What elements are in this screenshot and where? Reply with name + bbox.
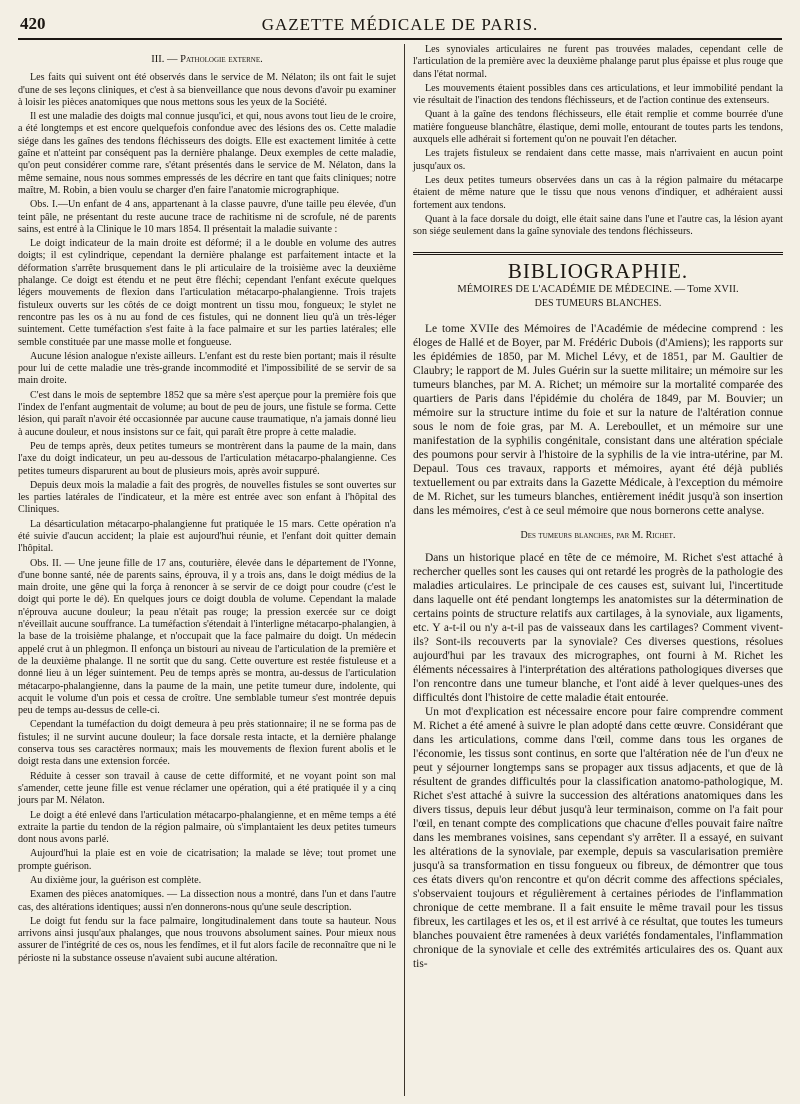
- left-column: [18, 44, 396, 967]
- left-paragraphs: [18, 72, 396, 965]
- paragraph: La désarticulation métacarpo-phalangienne fut pratiquée le 15 mars. Cette opération n'a été suivie d'aucun accident; la plaie est aujourd'hui réunie, et l'enfant doit quitter demain l'hôpital.: [18, 518, 396, 555]
- paragraph: Aujourd'hui la plaie est en voie de cicatrisation; la malade se lève; tout promet une prompte guérison.: [18, 848, 396, 872]
- paragraph: Peu de temps après, deux petites tumeurs se montrèrent dans la paume de la main, dans l'axe du doigt indicateur, un peu au-dessous de l'articulation métacarpo-phalangienne. Ces petites tumeurs disparurent au bout de plusieurs mois, après avoir suppuré.: [18, 440, 396, 477]
- paragraph: Le tome XVIIe des Mémoires de l'Académie de médecine comprend : les éloges de Hallé et de Boyer, par M. Frédéric Dubois (d'Amiens); les rapports sur les épidémies de 1850, par M. Michel Lévy, et de 1851, par M. Gaultier de Claubry; le rapport de M. Jules Guérin sur la suette militaire; un mémoire sur les tumeurs blanches, par M. A. Richet; un mémoire sur la mortalité comparée des quartiers de Paris dans l'épidémie du choléra de 1849, par M. Bouvier; un mémoire sur la structure intime du foie et sur la nature de l'altération connue sous le nom de foie gras, par M. A. Lereboullet, et un mémoire sur une manifestation de la syphilis congénitale, consistant dans une altération spéciale des poumons pour servir à l'histoire de la syphilis de la vie intra-utérine, par M. Depaul. Tous ces travaux, rapports et mémoires, ayant été déjà publiés textuellement ou par extraits dans la Gazette Médicale, à l'exception du mémoire de M. Richet, sur les tumeurs blanches, entièrement inédit jusqu'à son insertion dans les mémoires, c'est à ce seul mémoire que nous bornerons cette analyse.: [413, 323, 783, 518]
- paragraph: Il est une maladie des doigts mal connue jusqu'ici, et qui, nous avons tout lieu de le croire, a été longtemps et est encore quelquefois confondue avec des lésions des os. Cette maladie siége dans les gaînes des tendons fléchisseurs des doigts. Elle est exactement limitée à cette gaîne et n'atteint par conséquent pas la dernière phalange. Deux exemples de cette maladie, qu'on peut considérer comme rare, s'étant présentés dans le service de M. Nélaton, dans la même semaine, nous nous sommes empressés de les décrire en tant que faits cliniques; notre maître, M. Robin, a bien voulu se charger d'en faire l'anatomie micrographique.: [18, 111, 396, 196]
- column-divider: [404, 44, 405, 1096]
- article-paragraphs: [413, 551, 783, 971]
- right-column: [413, 44, 783, 971]
- paragraph: Les trajets fistuleux se rendaient dans cette masse, mais n'arrivaient en aucun point jusqu'aux os.: [413, 148, 783, 172]
- page-header: [18, 14, 782, 40]
- bibliography-subtitle: MÉMOIRES DE L'ACADÉMIE DE MÉDECINE. — Tome XVII.: [457, 283, 739, 295]
- bibliography-title: BIBLIOGRAPHIE.: [507, 259, 689, 284]
- paragraph: Les faits qui suivent ont été observés dans le service de M. Nélaton; ils ont fait le sujet d'une de ses leçons cliniques, et c'est à sa bienveillance que nous devons d'avoir pu examiner à loisir les pièces anatomiques que nous mettons sous les yeux de la Société.: [18, 72, 396, 108]
- paragraph: Les deux petites tumeurs observées dans un cas à la région palmaire du métacarpe étaient de même nature que le tissu que nous venons d'indiquer, et adhéraient aussi fortement aux tendons.: [413, 174, 783, 211]
- paragraph: Aucune lésion analogue n'existe ailleurs. L'enfant est du reste bien portant; mais il résulte pour lui de cette maladie une très-grande incommodité et l'impossibilité de se servir de sa main droite.: [18, 350, 396, 387]
- paragraph: Dans un historique placé en tête de ce mémoire, M. Richet s'est attaché à rechercher quelles sont les causes qui ont retardé les progrès de la pathologie des maladies articulaires. Le principale de ces causes est, suivant lui, l'incertitude dans laquelle ont été pendant longtemps les anatomistes sur la détermination de certains points de structure relatifs aux cartilages, à la synoviale, aux ligaments, etc. Y a-t-il ou n'y a-t-il pas de vaisseaux dans les cartilages? Comment vivent-ils? Sont-ils recouverts par la synoviale? Ces diverses questions, résolues aujourd'hui par les travaux des micrographes, ont fourni à M. Richet les éléments nécessaires à l'interprétation des altérations pathologiques diverses que l'on rencontre dans une tumeur blanche, et l'ont aidé à lever quelques-unes des difficultés dont l'histoire de cette maladie était entourée.: [413, 551, 783, 704]
- paragraph: Un mot d'explication est nécessaire encore pour faire comprendre comment M. Richet a été amené à suivre le plan adopté dans cette œuvre. Considérant que dans les articulations, comme dans l'œil, comme dans tous les organes de l'économie, les tissus sont continus, en sorte que l'altération née de l'un d'eux ne peut y séjourner longtemps sans se propager aux tissus adjacents, et que de là résultent de grandes difficultés pour la classification anatomo-pathologique, M. Richet s'est attaché à suivre la succession des altérations anatomiques dans les divers tissus, depuis leur début jusqu'à leur terminaison, comme on l'a fait pour l'œil, en tenant compte des complications que chacune d'elles pouvait faire naître dans les membranes voisines, sans cependant s'y arrêter. Il a essayé, en suivant les altérations de la synoviale, par exemple, depuis sa vascularisation première jusqu'à sa transformation en tissu fongueux ou fibreux, de démontrer que tous ces états divers qu'on rencontre et qu'on décrit comme des affections spéciales, s'observaient toujours et régulièrement à certaines périodes de l'inflammation chronique de cette membrane. Il a fait ensuite le même travail pour les tissus fibreux, les cartilages et les os, et il est arrivé à ce résultat, que toutes les tumeurs blanches pouvaient être ramenées à deux variétés fondamentales, l'inflammation chronique de la synoviale et celle des extrémités articulaires des os. Quant aux tis-: [413, 705, 783, 970]
- paragraph: Quant à la face dorsale du doigt, elle était saine dans l'une et l'autre cas, la lésion ayant son siége seulement dans la gaîne synoviale des tendons fléchisseurs.: [413, 213, 783, 238]
- paragraph: Depuis deux mois la maladie a fait des progrès, de nouvelles fistules se sont ouvertes sur les parties latérales de l'indicateur, et la mère est entrée avec son enfant à l'hôpital des Cliniques.: [18, 479, 396, 516]
- bibliography-subtitle-2: DES TUMEURS BLANCHES.: [534, 298, 662, 310]
- section-title: III. — Pathologie externe.: [151, 54, 263, 65]
- paragraph: Examen des pièces anatomiques. — La dissection nous a montré, dans l'un et dans l'autre cas, des altérations identiques; aussi n'en donnerons-nous qu'une seule description.: [18, 889, 396, 913]
- page-number: 420: [20, 14, 46, 33]
- bibliography-paragraphs: [413, 322, 783, 518]
- paragraph: C'est dans le mois de septembre 1852 que sa mère s'est aperçue pour la première fois que l'index de l'enfant augmentait de volume; au bout de peu de jours, une fistule se forma. Cette lésion, qui paraît n'avoir été occasionnée par aucune cause traumatique, n'a jamais donné lieu à aucune douleur, et nous insistons sur ce fait, qui paraît être propre à cette maladie.: [18, 389, 396, 438]
- paragraph: Les mouvements étaient possibles dans ces articulations, et leur immobilité pendant la vie résultait de l'inaction des tendons fléchisseurs, et de l'action continue des extenseurs.: [413, 82, 783, 107]
- right-top-paragraphs: [413, 44, 783, 238]
- paragraph: Obs. II. — Une jeune fille de 17 ans, couturière, élevée dans le département de l'Yonne, d'une bonne santé, née de parents sains, éprouva, il y a trois ans, dans le doigt médius de la main droite, une gêne qui la força à renoncer à se servir de ce doigt pour coudre (c'est le doigt qui porte le dé). En quelques jours ce doigt doubla de volume. Cependant la malade n'éprouva aucune douleur; la peau n'était pas rouge; la pression exercée sur ce doigt n'éveillait aucune souffrance. La tuméfaction s'étendait à l'interligne métacarpo-phalangien, à la base de la troisième phalange, et n'occupait que la face palmaire du doigt. Un médecin appelé crut à un phlegmon. Il enfonça un bistouri au niveau de l'articulation de la première et de la deuxième phalange. Il ne sortit que du sang. Cette ouverture est restée fistuleuse et a donné lieu à un léger suintement. Peu de temps après se montra, au-dessus de l'articulation métacarpo-phalangienne, dans la paume de la main, une petite tumeur dure, indolente, qui acquit le volume d'un pois et cessa de croître. Une semblable tumeur s'est montrée depuis peu de temps au-dessus de celle-ci.: [18, 557, 396, 717]
- paragraph: Réduite à cesser son travail à cause de cette difformité, et ne voyant point son mal s'amender, cette jeune fille est venue réclamer une opération, qui a été pratiquée il y a cinq jours par M. Nélaton.: [18, 770, 396, 807]
- paragraph: Le doigt a été enlevé dans l'articulation métacarpo-phalangienne, et en même temps a été extraite la partie du tendon de la région palmaire, où s'implantaient les deux petites tumeurs dont nous avons parlé.: [18, 809, 396, 846]
- paragraph: Le doigt fut fendu sur la face palmaire, longitudinalement dans toute sa hauteur. Nous arrivons ainsi jusqu'aux phalanges, que nous trouvons absolument saines. Pour mieux nous assurer de l'intégrité de ces os, nous les fendîmes, et il fut alors facile de reconnaître que ni le périoste ni la substance osseuse n'avaient subi aucune altération.: [18, 915, 396, 964]
- journal-title: GAZETTE MÉDICALE DE PARIS.: [261, 15, 539, 34]
- paragraph: Le doigt indicateur de la main droite est déformé; il a le double en volume des autres doigts; il est cylindrique, cependant la dernière phalange est parfaitement intacte et la déformation s'arrête brusquement dans le pli articulaire de la troisième avec la deuxième phalange. Ce doigt est étendu et ne peut être fléchi; cependant l'enfant exécute quelques légers mouvements de flexion dans l'articulation métacarpo-phalangienne. Trois trajets fistuleux ouverts sur les côtés de ce doigt montrent un tissu mou, fongueux; le stylet ne rencontre pas les os à nu au fond de ces fistules, qui ne donnent lieu qu'à un très-léger suintement. Cette tuméfaction s'est faite à la face palmaire et sur les parties latérales; elle semble constituée par une masse molle et fongueuse.: [18, 238, 396, 348]
- paragraph: Quant à la gaîne des tendons fléchisseurs, elle était remplie et comme bourrée d'une matière fongueuse blanchâtre, élastique, demi molle, entourant de toutes parts les tendons, auxquels elle adhérait si fortement qu'on ne pouvait l'en détacher.: [413, 109, 783, 146]
- article-heading: Des tumeurs blanches, par M. Richet.: [520, 530, 676, 542]
- paragraph: Les synoviales articulaires ne furent pas trouvées malades, cependant celle de l'articulation de la première avec la deuxième phalange parut plus épaisse et plus rouge que dans l'état normal.: [413, 44, 783, 80]
- paragraph: Cependant la tuméfaction du doigt demeura à peu près stationnaire; il ne se forma pas de fistules; il ne survint aucune douleur; la face dorsale resta intacte, et la dernière phalange conserva tous ses caractères normaux; mais les mouvements de flexion furent abolis et le doigt resta dans une extension forcée.: [18, 719, 396, 768]
- paragraph: Au dixième jour, la guérison est complète.: [30, 875, 202, 886]
- paragraph: Obs. I.—Un enfant de 4 ans, appartenant à la classe pauvre, d'une taille peu élevée, d'un teint pâle, ne présentant du reste aucune trace de rachitisme ni de scrofule, né de parents sains, est entré à la Clinique le 10 mars 1854. Il présentait la maladie suivante :: [18, 199, 396, 235]
- section-rule: [413, 252, 783, 255]
